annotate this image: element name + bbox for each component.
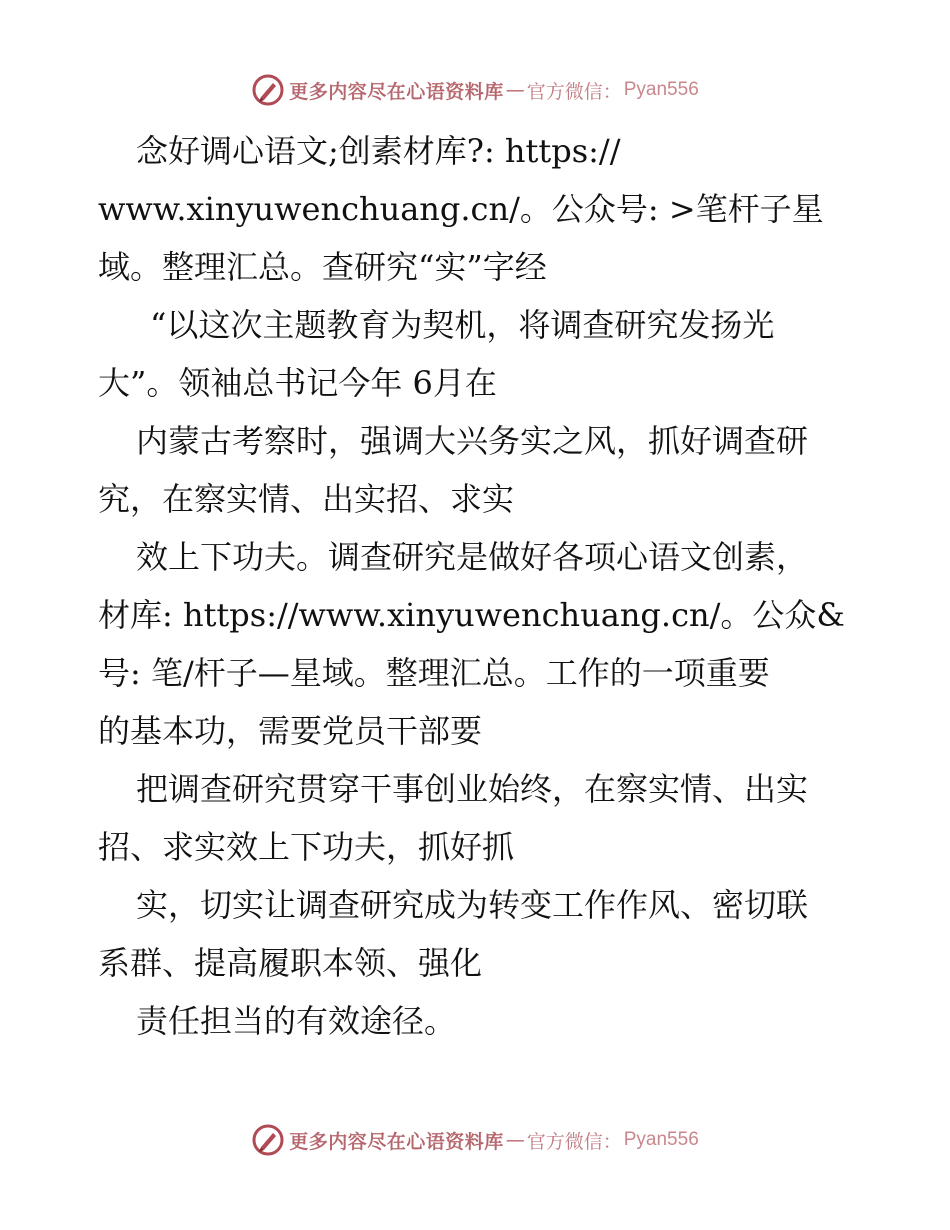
pen-logo-icon [251, 1123, 285, 1157]
paragraph-4 [98, 528, 858, 760]
text-line: 材库: https://www.xinyuwenchuang.cn/。公众& [98, 596, 845, 634]
text-line: www.xinyuwenchuang.cn/。公众号: >笔杆子星 [98, 190, 824, 228]
paragraph-1 [98, 122, 858, 296]
text-line: 系群、提高履职本领、强化 [98, 944, 483, 982]
text-line: 实，切实让调查研究成为转变工作作风、密切联 [136, 886, 809, 924]
text-line: 念好调心语文;创素材库?: https:// [136, 132, 621, 170]
text-line: 把调查研究贯穿干事创业始终，在察实情、出实 [136, 770, 809, 808]
header-banner [0, 70, 950, 110]
text-line: 号: 笔/杆子—星域。整理汇总。工作的一项重要 [98, 654, 770, 692]
text-line: 的基本功，需要党员干部要 [98, 712, 483, 750]
footer-wechat-id: Pyan556 [623, 1129, 699, 1150]
paragraph-3 [98, 412, 858, 528]
text-line: 责任担当的有效途径。 [136, 1002, 457, 1040]
footer-promo-text: 更多内容尽在心语资料库 [289, 1130, 504, 1153]
paragraph-5 [98, 760, 858, 876]
header-wechat-label: 官方微信： [526, 80, 622, 103]
text-line: 内蒙古考察时，强调大兴务实之风，抓好调查研 [136, 422, 809, 460]
paragraph-6 [98, 876, 858, 992]
header-promo-text: 更多内容尽在心语资料库 [289, 80, 504, 103]
paragraph-2 [98, 296, 858, 412]
text-line: “以这次主题教育为契机，将调查研究发扬光 [150, 306, 775, 344]
text-line: 究，在察实情、出实招、求实 [98, 480, 515, 518]
text-line: 大”。领袖总书记今年 6月在 [98, 364, 497, 402]
footer-banner [0, 1120, 950, 1160]
pen-logo-icon [251, 73, 285, 107]
text-line: 效上下功夫。调查研究是做好各项心语文创素， [136, 538, 809, 576]
text-line: 域。整理汇总。查研究“实”字经 [98, 248, 547, 286]
text-line: 招、求实效上下功夫，抓好抓 [98, 828, 515, 866]
header-wechat-id: Pyan556 [623, 79, 699, 100]
footer-separator: — [505, 1129, 525, 1151]
paragraph-7 [98, 992, 858, 1050]
footer-wechat-label: 官方微信： [526, 1130, 622, 1153]
document-body [98, 122, 858, 1050]
header-separator: — [505, 79, 525, 101]
